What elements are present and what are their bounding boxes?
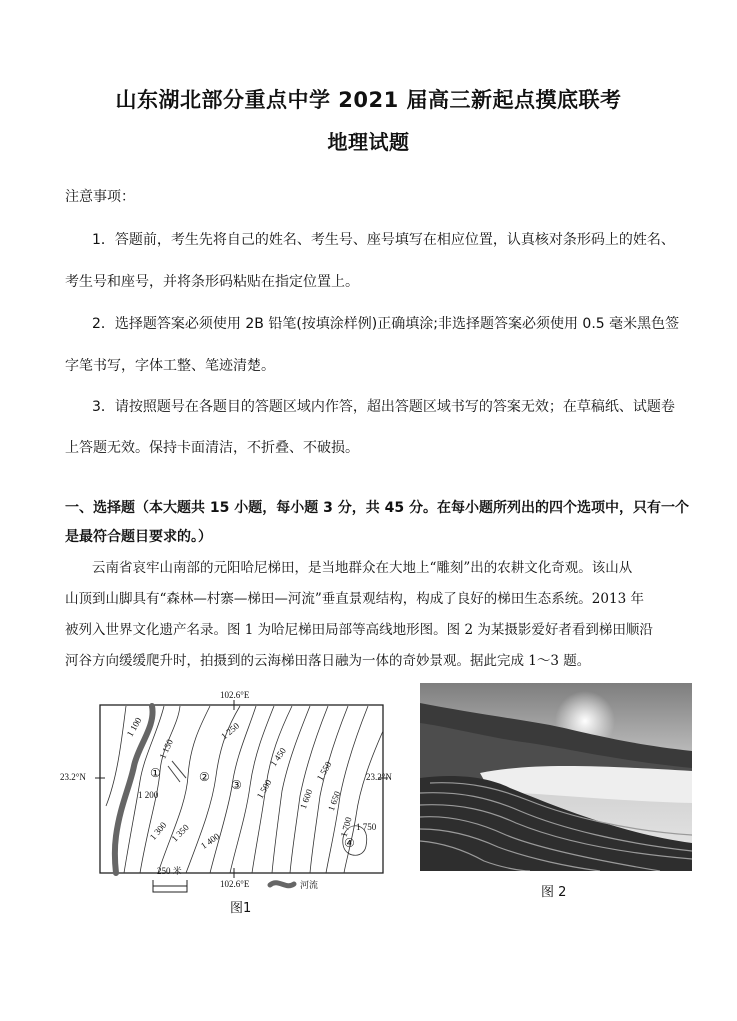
contour-label: 1 650 xyxy=(325,789,343,813)
point-marker-4: ④ xyxy=(344,836,355,850)
contour-label: 1 700 xyxy=(338,815,354,839)
figure-1-contour-map xyxy=(60,686,400,911)
legend-river-symbol xyxy=(270,883,294,886)
section-1-heading-line-1: 一、选择题（本大题共 15 小题，每小题 3 分，共 45 分。在每小题所列出的四个选项中，只有一个 xyxy=(65,500,689,516)
contour-label: 1 550 xyxy=(314,759,334,783)
section-1-heading-line-2: 是最符合题目要求的。） xyxy=(65,529,212,545)
page-title: 山东湖北部分重点中学 2021 届高三新起点摸底联考 xyxy=(115,88,622,112)
notice-item-1-line-2: 考生号和座号，并将条形码粘贴在指定位置上。 xyxy=(65,274,359,290)
page-subtitle: 地理试题 xyxy=(327,130,410,154)
point-marker-3: ③ xyxy=(231,778,242,792)
contour-label: 1 500 xyxy=(254,777,274,801)
lon-label-top: 102.6°E xyxy=(220,690,250,700)
contour-label: 1 450 xyxy=(268,745,289,769)
contour-label: 1 300 xyxy=(147,820,169,842)
point-marker-2: ② xyxy=(199,770,210,784)
notice-item-2-line-1: 2．选择题答案必须使用 2B 铅笔(按填涂样例)正确填涂;非选择题答案必须使用 0.5 毫米黑色签 xyxy=(92,316,680,332)
contour-label: 1 150 xyxy=(157,737,175,761)
passage-line-1: 云南省哀牢山南部的元阳哈尼梯田，是当地群众在大地上“雕刻”出的农耕文化奇观。该山从 xyxy=(92,560,633,576)
passage-line-3: 被列入世界文化遗产名录。图 1 为哈尼梯田局部等高线地形图。图 2 为某摄影爱好者看到梯田顺沿 xyxy=(65,622,653,638)
contour-label: 1 350 xyxy=(169,822,191,844)
notice-item-3-line-1: 3．请按照题号在各题目的答题区域内作答，超出答题区域书写的答案无效；在草稿纸、试题卷 xyxy=(92,399,675,415)
contour-label: 1 250 xyxy=(219,720,242,742)
figure-2-photo xyxy=(420,683,692,871)
lat-label-left: 23.2°N xyxy=(60,772,86,782)
contour-label: 1 750 xyxy=(356,822,377,832)
contour-label: 1 600 xyxy=(297,787,315,811)
notice-heading: 注意事项： xyxy=(65,189,135,205)
notice-item-1-line-1: 1．答题前，考生先将自己的姓名、考生号、座号填写在相应位置，认真核对条形码上的姓名、 xyxy=(92,232,675,248)
lat-label-right: 23.2°N xyxy=(366,772,392,782)
terrain-mark-2 xyxy=(172,761,186,778)
passage-line-2: 山顶到山脚具有“森林—村寨—梯田—河流”垂直景观结构，构成了良好的梯田生态系统。2013 年 xyxy=(65,591,644,607)
point-marker-1: ① xyxy=(150,766,161,780)
contour-label: 1 100 xyxy=(124,715,144,739)
lon-label-bottom: 102.6°E xyxy=(220,879,250,889)
scale-label: 250 米 xyxy=(157,866,182,876)
figure-2-caption: 图 2 xyxy=(541,885,567,900)
figure-1-caption: 图1 xyxy=(230,901,252,916)
contour-label: 1 200 xyxy=(138,790,159,800)
scale-bar xyxy=(153,886,187,892)
passage-line-4: 河谷方向缓缓爬升时，拍摄到的云海梯田落日融为一体的奇妙景观。据此完成 1～3 题。 xyxy=(65,653,591,669)
notice-item-2-line-2: 字笔书写，字体工整、笔迹清楚。 xyxy=(65,358,275,374)
legend-river-label: 河流 xyxy=(300,880,319,890)
notice-item-3-line-2: 上答题无效。保持卡面清洁，不折叠、不破损。 xyxy=(65,440,359,456)
contour-label: 1 400 xyxy=(198,831,222,851)
